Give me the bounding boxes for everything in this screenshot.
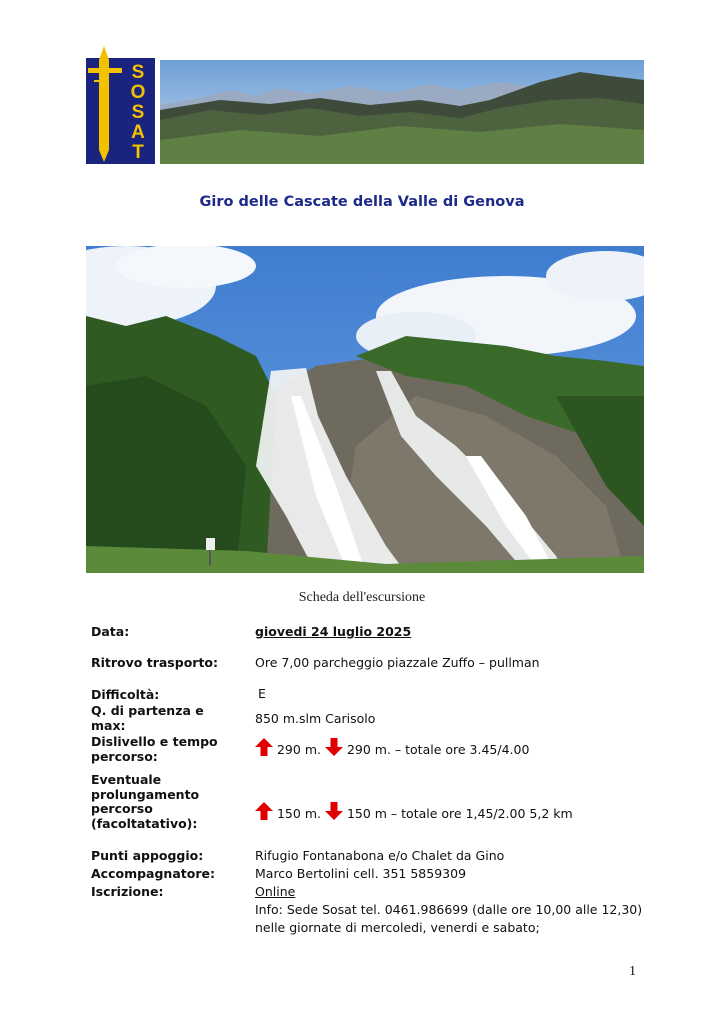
registration-info-line: nelle giornate di mercoledi, venerdi e sabato; bbox=[255, 920, 540, 935]
elevation-down: 290 m. – totale ore 3.45/4.00 bbox=[346, 742, 530, 757]
elevation-value bbox=[255, 738, 529, 761]
arrow-up-icon bbox=[255, 802, 273, 825]
registration-info-line: Info: Sede Sosat tel. 0461.986699 (dalle ore 10,00 alle 12,30) bbox=[255, 902, 643, 917]
elevation-label: Dislivello e tempo percorso: bbox=[91, 734, 218, 764]
sosat-logo bbox=[86, 46, 155, 164]
guide-label: Accompagnatore: bbox=[91, 866, 215, 881]
altitude-value: 850 m.slm Carisolo bbox=[255, 711, 376, 726]
arrow-up-icon bbox=[255, 738, 273, 761]
extension-down: 150 m – totale ore 1,45/2.00 5,2 km bbox=[346, 806, 573, 821]
section-caption: Scheda dell'escursione bbox=[298, 590, 426, 605]
logo-letter: S bbox=[131, 62, 145, 83]
arrow-down-icon bbox=[325, 738, 343, 761]
registration-value bbox=[255, 883, 642, 937]
guide-value: Marco Bertolini cell. 351 5859309 bbox=[255, 866, 467, 881]
meeting-label: Ritrovo trasporto: bbox=[91, 655, 219, 670]
logo-letter: O bbox=[130, 82, 146, 103]
difficulty-value: E bbox=[258, 686, 266, 701]
logo-letter: T bbox=[132, 142, 144, 163]
arrow-down-icon bbox=[325, 802, 343, 825]
altitude-label: Q. di partenza e max: bbox=[91, 703, 204, 733]
page-number: 1 bbox=[629, 964, 636, 979]
extension-label: Eventuale prolungamento percorso (facoltatativo): bbox=[91, 772, 200, 831]
support-points-label: Punti appoggio: bbox=[91, 848, 204, 863]
page-title: Giro delle Cascate della Valle di Genova bbox=[199, 194, 525, 210]
support-points-value: Rifugio Fontanabona e/o Chalet da Gino bbox=[255, 848, 505, 863]
extension-up: 150 m. bbox=[276, 806, 321, 821]
difficulty-label: Difficoltà: bbox=[91, 687, 160, 702]
registration-label: Iscrizione: bbox=[91, 884, 164, 899]
date-value: giovedi 24 luglio 2025 bbox=[255, 624, 412, 639]
mountain-banner-image bbox=[160, 60, 644, 164]
extension-value bbox=[255, 802, 573, 825]
waterfall-photo bbox=[86, 246, 644, 573]
registration-online-link[interactable]: Online bbox=[255, 884, 296, 899]
elevation-up: 290 m. bbox=[276, 742, 321, 757]
date-label: Data: bbox=[91, 624, 130, 639]
logo-letter: A bbox=[131, 122, 145, 143]
logo-letter: S bbox=[131, 102, 145, 123]
meeting-value: Ore 7,00 parcheggio piazzale Zuffo – pullman bbox=[255, 655, 540, 670]
